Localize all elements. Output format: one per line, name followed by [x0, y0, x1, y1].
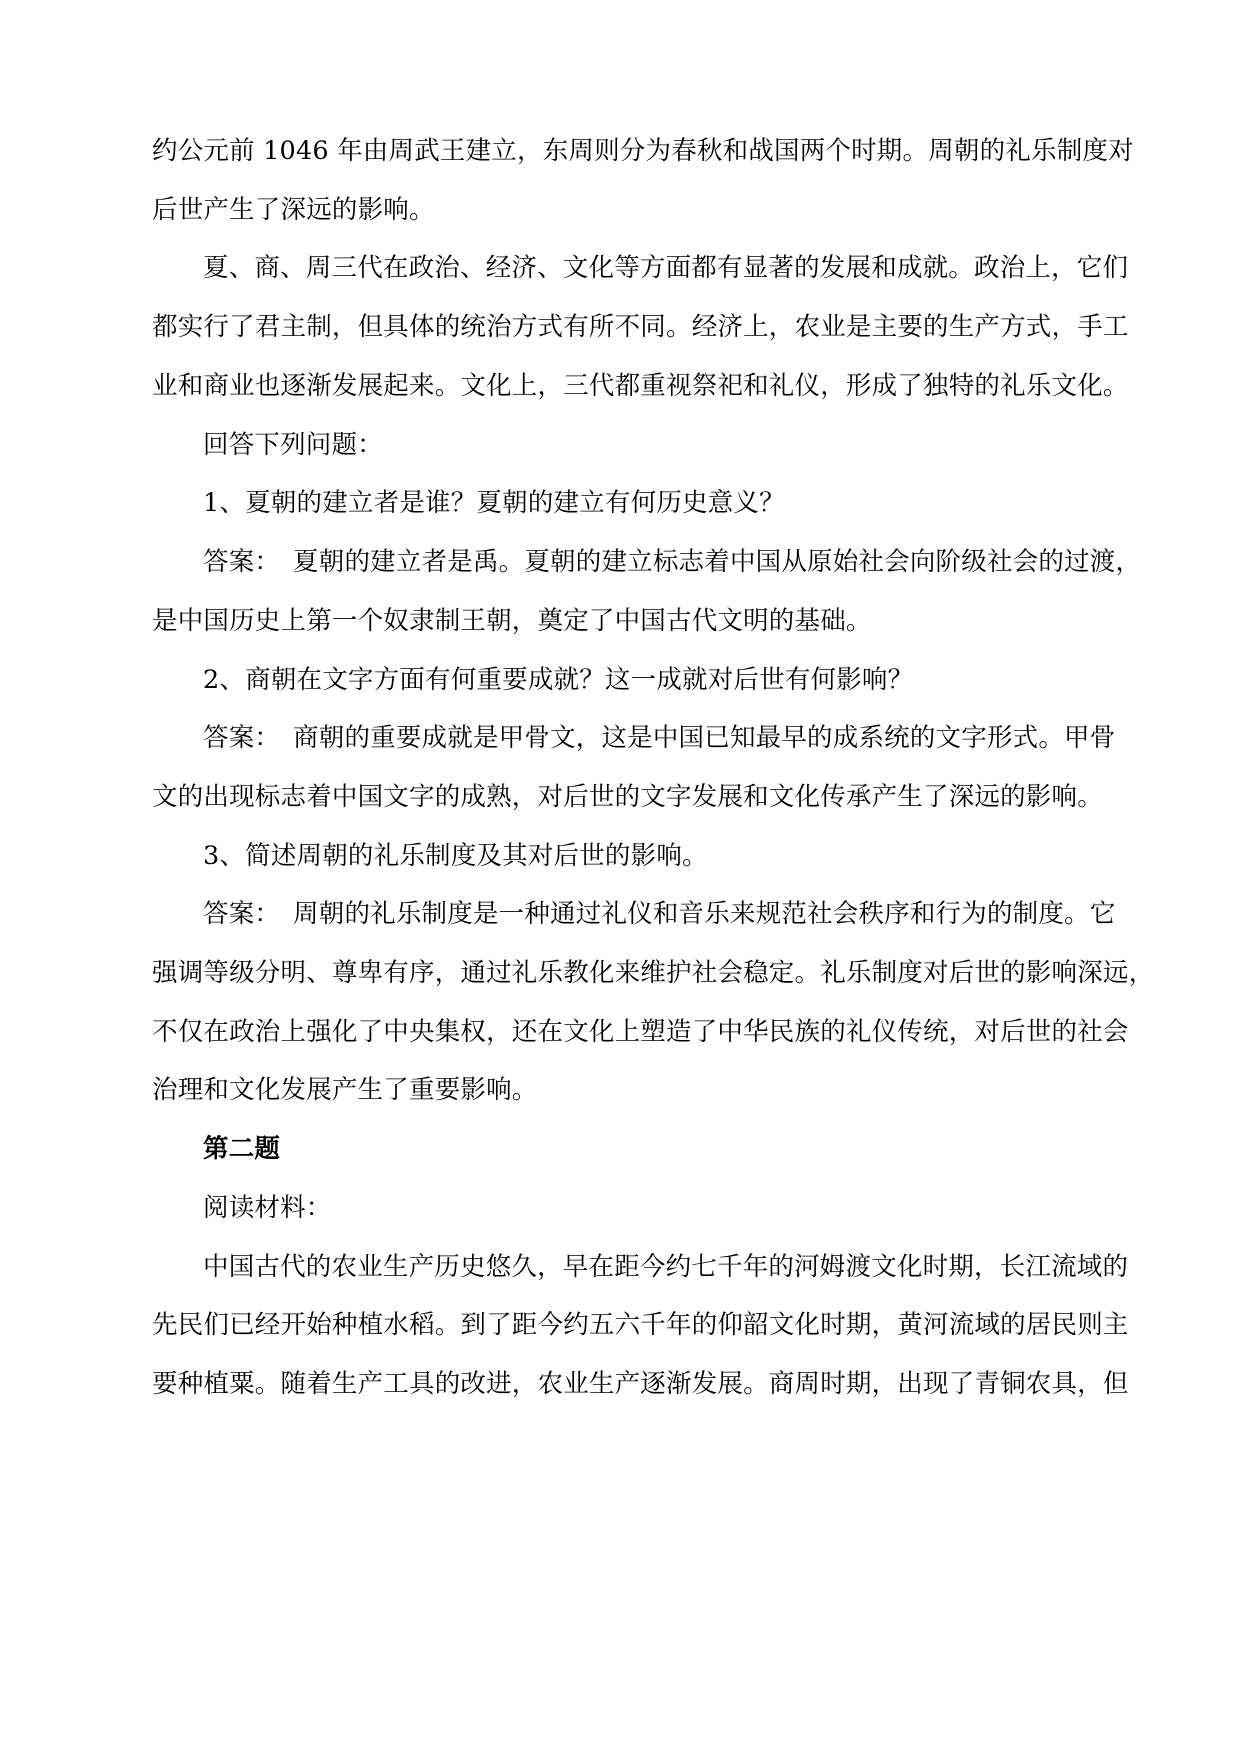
- question-line: 3、简述周朝的礼乐制度及其对后世的影响。: [203, 841, 708, 871]
- text-line: 夏、商、周三代在政治、经济、文化等方面都有显著的发展和成就。政治上，它们: [203, 253, 1129, 283]
- text-line: 阅读材料：: [203, 1193, 332, 1223]
- answer-line: 答案： 商朝的重要成就是甲骨文，这是中国已知最早的成系统的文字形式。甲骨: [203, 723, 1116, 753]
- text-line: 强调等级分明、尊卑有序，通过礼乐教化来维护社会稳定。礼乐制度对后世的影响深远，: [152, 958, 1155, 988]
- document-page: [152, 0, 1155, 1754]
- text-line: 治理和文化发展产生了重要影响。: [152, 1075, 538, 1105]
- text-line: 都实行了君主制，但具体的统治方式有所不同。经济上，农业是主要的生产方式，手工: [152, 312, 1129, 342]
- text-line: 文的出现标志着中国文字的成熟，对后世的文字发展和文化传承产生了深远的影响。: [152, 782, 1103, 812]
- question-line: 2、商朝在文字方面有何重要成就？这一成就对后世有何影响？: [203, 665, 914, 695]
- text-line: 要种植粟。随着生产工具的改进，农业生产逐渐发展。商周时期，出现了青铜农具，但: [152, 1369, 1129, 1399]
- text-line: 不仅在政治上强化了中央集权，还在文化上塑造了中华民族的礼仪传统，对后世的社会: [152, 1017, 1129, 1047]
- question-line: 1、夏朝的建立者是谁？夏朝的建立有何历史意义？: [203, 488, 785, 518]
- text-line: 后世产生了深远的影响。: [152, 195, 435, 225]
- text-line: 中国古代的农业生产历史悠久，早在距今约七千年的河姆渡文化时期，长江流域的: [203, 1252, 1129, 1282]
- text-line: 先民们已经开始种植水稻。到了距今约五六千年的仰韶文化时期，黄河流域的居民则主: [152, 1310, 1129, 1340]
- text-line: 回答下列问题：: [203, 430, 383, 460]
- answer-line: 答案： 周朝的礼乐制度是一种通过礼仪和音乐来规范社会秩序和行为的制度。它: [203, 899, 1116, 929]
- answer-line: 答案： 夏朝的建立者是禹。夏朝的建立标志着中国从原始社会向阶级社会的过渡，: [203, 547, 1142, 577]
- text-line: 约公元前 1046 年由周武王建立，东周则分为春秋和战国两个时期。周朝的礼乐制度对: [152, 136, 1134, 166]
- section-heading: 第二题: [203, 1134, 281, 1164]
- text-line: 业和商业也逐渐发展起来。文化上，三代都重视祭祀和礼仪，形成了独特的礼乐文化。: [152, 371, 1129, 401]
- text-line: 是中国历史上第一个奴隶制王朝，奠定了中国古代文明的基础。: [152, 606, 872, 636]
